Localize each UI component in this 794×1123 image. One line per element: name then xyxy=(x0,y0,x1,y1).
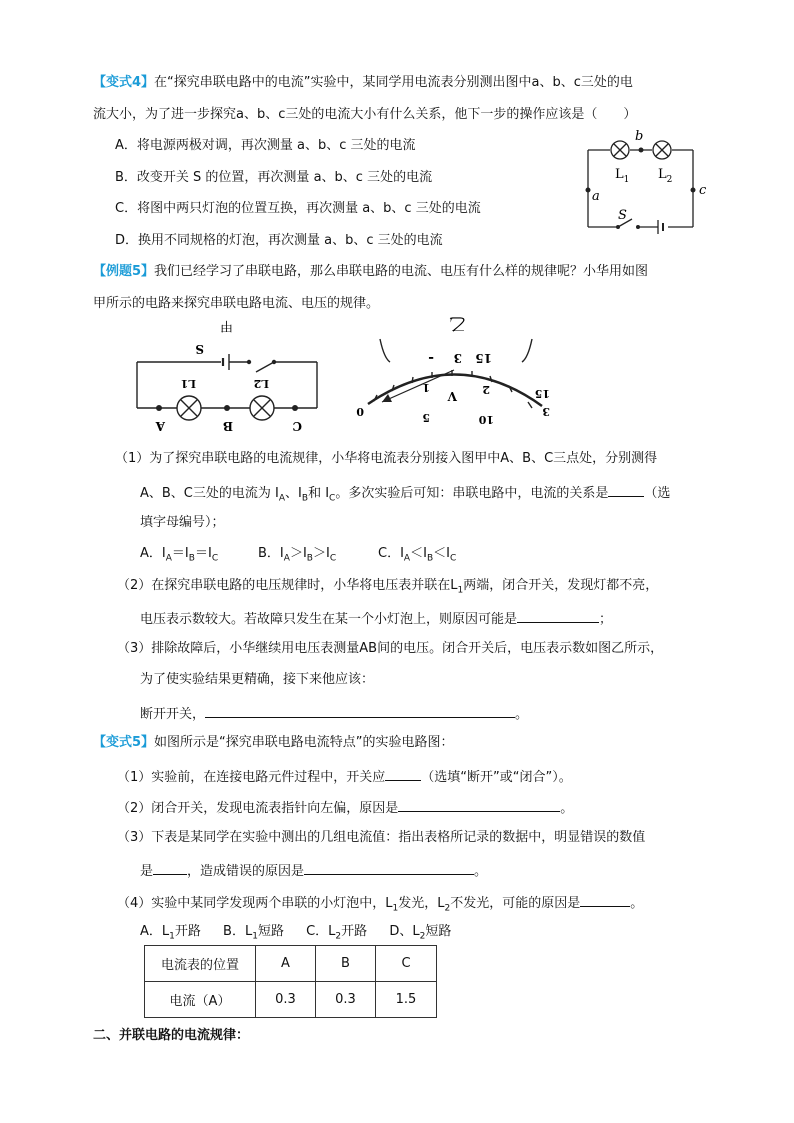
liti5-q3-line1: （3）排除故障后，小华继续用电压表测量AB间的电压。闭合开关后，电压表示数如图乙所示， xyxy=(117,641,664,656)
yi-bottom-tick-5: 5 xyxy=(422,411,430,424)
table-cell: 0.3 xyxy=(316,982,376,1018)
answer-blank-error-cause[interactable] xyxy=(304,860,474,875)
yi-unit: V xyxy=(447,389,457,403)
liti5-q3-line3: 断开开关， 。 xyxy=(140,703,528,724)
bianshi5-q3-line1: （3）下表是某同学在实验中测出的几组电流值：指出表格所记录的数据中，明显错误的数值 xyxy=(117,830,646,845)
table-header-cell: 电流表的位置 xyxy=(145,946,256,982)
jia-point-b: B xyxy=(222,419,233,433)
point-b xyxy=(639,148,644,153)
label-c: c xyxy=(699,183,707,198)
bianshi5-q4-option-c: C．$L_2$开路 xyxy=(306,924,368,942)
figure-yi-title: 乙 xyxy=(449,313,466,333)
bianshi4-line1 xyxy=(93,74,633,92)
bianshi4-tag: 【变式4】 xyxy=(93,75,155,90)
bianshi5-tag: 【变式5】 xyxy=(93,735,155,750)
bianshi5-q4: （4）实验中某同学发现两个串联的小灯泡中，$L_1$发光，$L_2$不发光，可能的原因是 。 xyxy=(117,892,643,918)
bianshi5-q4-option-b: B．$L_1$短路 xyxy=(223,924,284,942)
liti5-q1-line1: （1）为了探究串联电路的电流规律，小华将电流表分别接入图甲中A、B、C三点处，分别测得 xyxy=(115,451,658,466)
answer-blank-wrong-value[interactable] xyxy=(153,860,187,875)
label-b: b xyxy=(635,129,644,144)
jia-label-l1: L1 xyxy=(180,377,196,390)
liti5-line1 xyxy=(93,263,648,281)
yi-top-tick-2: 2 xyxy=(482,383,490,396)
yi-bottom-tick-10: 10 xyxy=(478,413,494,426)
point-c xyxy=(691,188,696,193)
liti5-tag: 【例题5】 xyxy=(93,264,155,279)
liti5-q1-option-b: B．$I_A>I_B>I_C$ xyxy=(258,546,337,564)
table-cell: 1.5 xyxy=(376,982,437,1018)
liti5-q2-line1: （2）在探究串联电路的电压规律时，小华将电压表并联在$L_1$两端，闭合开关，发现灯都不亮， xyxy=(117,578,659,596)
liti5-line2: 甲所示的电路来探究串联电路电流、电压的规律。 xyxy=(93,296,380,311)
point-a xyxy=(586,188,591,193)
answer-blank-switch-state[interactable] xyxy=(385,766,421,781)
label-s: S xyxy=(618,208,627,223)
answer-blank-next-step[interactable] xyxy=(205,703,515,718)
liti5-q3-line2: 为了使实验结果更精确，接下来他应该： xyxy=(140,672,375,687)
bianshi5-q4-option-d: D、$L_2$短路 xyxy=(389,924,452,942)
table-header-cell: C xyxy=(376,946,437,982)
jia-point-a: A xyxy=(155,419,165,433)
liti5-q1-line3: 填字母编号）； xyxy=(140,515,225,530)
bianshi4-option-a: A．将电源两极对调，再次测量 a、b、c 三处的电流 xyxy=(115,138,416,153)
figure-yi-voltmeter xyxy=(352,308,552,444)
liti5-q1-option-c: C．$I_A<I_B<I_C$ xyxy=(378,546,457,564)
yi-bottom-tick-15: 15 xyxy=(534,387,550,400)
bianshi4-circuit-figure xyxy=(580,128,720,240)
current-data-table xyxy=(144,945,437,1018)
yi-terminal-minus: - xyxy=(428,350,434,366)
bianshi5-intro: 【变式5】如图所示是“探究串联电路电流特点”的实验电路图： xyxy=(93,735,454,750)
jia-point-c: C xyxy=(292,419,302,433)
figure-jia-circuit xyxy=(125,308,330,440)
yi-terminal-3: 3 xyxy=(453,351,462,365)
answer-blank-fault-reason[interactable] xyxy=(517,608,599,623)
table-cell: 电流（A） xyxy=(145,982,256,1018)
section-heading-parallel: 二、并联电路的电流规律： xyxy=(93,1028,250,1043)
jia-label-s: S xyxy=(195,342,204,356)
bianshi4-text1: 在“探究串联电路中的电流”实验中，某同学用电流表分别测出图中a、b、c三处的电 xyxy=(154,75,633,90)
label-l1: $L_1$ xyxy=(615,167,630,185)
liti5-q1-line2: A、B、C三处的电流为 $I_A$、$I_B$和 $I_C$。多次实验后可知：串联电路中，电流的关系是 （选 xyxy=(140,482,670,508)
yi-top-tick-3: 3 xyxy=(542,405,550,418)
yi-top-tick-1: 1 xyxy=(422,381,430,394)
liti5-q1-option-a: A．$I_A=I_B=I_C$ xyxy=(140,546,219,564)
label-a: a xyxy=(592,189,600,204)
bianshi4-option-c: C．将图中两只灯泡的位置互换，再次测量 a、b、c 三处的电流 xyxy=(115,201,481,216)
bianshi4-option-b: B．改变开关 S 的位置，再次测量 a、b、c 三处的电流 xyxy=(115,170,433,185)
table-header-cell: B xyxy=(316,946,376,982)
answer-blank-needle-reason[interactable] xyxy=(398,797,560,812)
bianshi4-option-d: D．换用不同规格的灯泡，再次测量 a、b、c 三处的电流 xyxy=(115,233,443,248)
yi-top-tick-0: 0 xyxy=(356,405,364,418)
bianshi5-q4-options xyxy=(140,923,451,946)
bianshi5-q4-option-a: A．$L_1$开路 xyxy=(140,924,201,942)
bianshi5-q1: （1）实验前，在连接电路元件过程中，开关应 （选填“断开”或“闭合”）。 xyxy=(117,766,572,787)
liti5-text1: 我们已经学习了串联电路，那么串联电路的电流、电压有什么样的规律呢？小华用如图 xyxy=(154,264,649,279)
yi-terminal-15: 15 xyxy=(475,351,492,365)
label-l2: $L_2$ xyxy=(658,167,673,185)
table-row xyxy=(145,982,437,1018)
bianshi4-line2: 流大小，为了进一步探究a、b、c三处的电流大小有什么关系，他下一步的操作应该是（ ） xyxy=(93,107,637,122)
table-header-cell: A xyxy=(256,946,316,982)
bianshi5-q3-line2: 是 ，造成错误的原因是 。 xyxy=(140,860,487,881)
table-header-row xyxy=(145,946,437,982)
table-cell: 0.3 xyxy=(256,982,316,1018)
figure-jia-title: 甲 xyxy=(219,318,233,333)
answer-blank-lamp-reason[interactable] xyxy=(580,892,630,907)
jia-label-l2: L2 xyxy=(253,377,269,390)
liti5-q2-line2: 电压表示数较大。若故障只发生在某一个小灯泡上，则原因可能是 ； xyxy=(140,608,612,629)
bianshi5-q2: （2）闭合开关，发现电流表指针向左偏，原因是 。 xyxy=(117,797,573,818)
answer-blank-current-relation[interactable] xyxy=(608,482,644,497)
